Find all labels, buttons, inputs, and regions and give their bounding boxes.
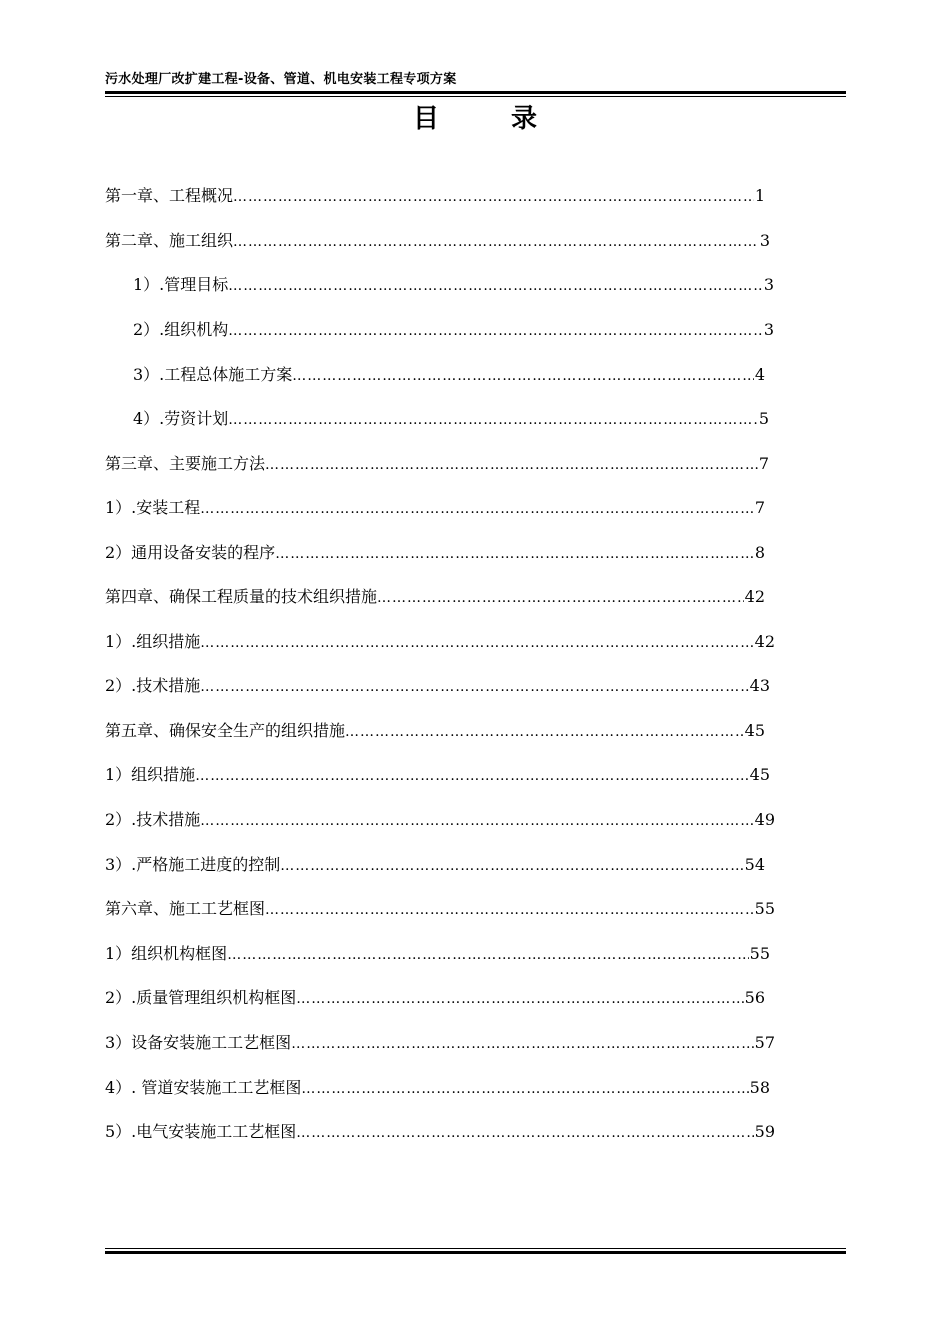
toc-entry[interactable] — [105, 853, 765, 877]
toc-entry-label: 第二章、施工组织 — [105, 231, 234, 250]
toc-dot-leader — [296, 987, 743, 1010]
toc-entry-label: 2）.技术措施 — [105, 676, 201, 695]
toc-dot-leader — [200, 675, 748, 698]
toc-entry[interactable] — [105, 452, 769, 476]
toc-entry-label: 1）.安装工程 — [105, 498, 201, 517]
toc-entry-page: 57 — [754, 1033, 775, 1052]
toc-entry-page: 4 — [754, 365, 765, 384]
toc-entry-page: 42 — [754, 632, 775, 651]
toc-entry-label: 第一章、工程概况 — [105, 186, 234, 205]
toc-dot-leader — [296, 1121, 753, 1144]
toc-dot-leader — [265, 453, 758, 476]
toc-entry[interactable] — [133, 318, 774, 342]
toc-entry-page: 56 — [744, 988, 765, 1007]
toc-dot-leader — [292, 364, 754, 387]
toc-entry-label: 1）组织措施 — [105, 765, 196, 784]
toc-entry-page: 45 — [749, 765, 770, 784]
footer-rule-thin — [105, 1248, 846, 1249]
toc-entry[interactable] — [133, 273, 774, 297]
toc-dot-leader — [228, 274, 763, 297]
toc-entry-page: 3 — [763, 320, 774, 339]
toc-entry-label: 2）.质量管理组织机构框图 — [105, 988, 297, 1007]
page-title: 目录 — [412, 104, 609, 134]
toc-entry-page: 54 — [744, 855, 765, 874]
toc-entry-page: 5 — [758, 409, 769, 428]
toc-entry[interactable] — [105, 229, 770, 253]
toc-entry-page: 3 — [763, 275, 774, 294]
toc-entry-label: 2）.组织机构 — [133, 320, 229, 339]
toc-entry-page: 1 — [754, 186, 765, 205]
toc-entry[interactable] — [105, 808, 775, 832]
toc-dot-leader — [301, 1077, 748, 1100]
toc-entry-label: 3）.严格施工进度的控制 — [105, 855, 281, 874]
toc-dot-leader — [233, 185, 754, 208]
toc-dot-leader — [227, 943, 748, 966]
toc-entry-page: 42 — [744, 587, 765, 606]
toc-entry[interactable] — [133, 407, 769, 431]
toc-entry-label: 1）组织机构框图 — [105, 944, 228, 963]
running-header: 污水处理厂改扩建工程-设备、管道、机电安装工程专项方案 — [105, 72, 457, 87]
toc-entry[interactable] — [105, 1076, 770, 1100]
toc-dot-leader — [195, 764, 748, 787]
toc-dot-leader — [200, 809, 753, 832]
toc-dot-leader — [275, 542, 754, 565]
toc-entry[interactable] — [133, 363, 765, 387]
toc-entry-label: 3）设备安装施工工艺框图 — [105, 1033, 292, 1052]
toc-entry-label: 4）.劳资计划 — [133, 409, 229, 428]
toc-entry-label: 第三章、主要施工方法 — [105, 454, 266, 473]
toc-entry[interactable] — [105, 897, 775, 921]
toc-entry-page: 7 — [758, 454, 769, 473]
toc-entry-page: 58 — [749, 1078, 770, 1097]
toc-dot-leader — [228, 319, 763, 342]
toc-entry-label: 第六章、施工工艺框图 — [105, 899, 266, 918]
toc-dot-leader — [233, 230, 759, 253]
toc-entry-label: 3）.工程总体施工方案 — [133, 365, 293, 384]
toc-entry[interactable] — [105, 1031, 775, 1055]
toc-entry-page: 59 — [754, 1122, 775, 1141]
toc-dot-leader — [345, 720, 744, 743]
toc-entry[interactable] — [105, 719, 765, 743]
toc-entry-page: 49 — [754, 810, 775, 829]
toc-entry-page: 8 — [754, 543, 765, 562]
toc-entry-label: 2）通用设备安装的程序 — [105, 543, 276, 562]
toc-dot-leader — [200, 631, 753, 654]
toc-entry[interactable] — [105, 986, 765, 1010]
toc-entry-page: 55 — [749, 944, 770, 963]
toc-entry[interactable] — [105, 674, 770, 698]
toc-entry[interactable] — [105, 541, 765, 565]
toc-entry[interactable] — [105, 763, 770, 787]
toc-entry[interactable] — [105, 630, 775, 654]
toc-entry-label: 1）.管理目标 — [133, 275, 229, 294]
toc-entry-page: 45 — [744, 721, 765, 740]
toc-dot-leader — [377, 586, 744, 609]
toc-entry-page: 55 — [754, 899, 775, 918]
toc-dot-leader — [280, 854, 743, 877]
toc-entry-page: 7 — [754, 498, 765, 517]
toc-entry-label: 4）. 管道安装施工工艺框图 — [105, 1078, 302, 1097]
toc-dot-leader — [200, 497, 754, 520]
toc-entry-label: 第四章、确保工程质量的技术组织措施 — [105, 587, 378, 606]
toc-dot-leader — [265, 898, 754, 921]
toc-entry-label: 2）.技术措施 — [105, 810, 201, 829]
toc-entry[interactable] — [105, 184, 765, 208]
toc-entry-page: 43 — [749, 676, 770, 695]
footer-rule-thick — [105, 1251, 846, 1254]
toc-dot-leader — [291, 1032, 753, 1055]
toc-entry[interactable] — [105, 1120, 775, 1144]
toc-dot-leader — [228, 408, 758, 431]
toc-entry-page: 3 — [759, 231, 770, 250]
toc-entry[interactable] — [105, 496, 765, 520]
toc-entry[interactable] — [105, 942, 770, 966]
toc-entry[interactable] — [105, 585, 765, 609]
toc-entry-label: 5）.电气安装施工工艺框图 — [105, 1122, 297, 1141]
toc-entry-label: 1）.组织措施 — [105, 632, 201, 651]
toc-entry-label: 第五章、确保安全生产的组织措施 — [105, 721, 346, 740]
